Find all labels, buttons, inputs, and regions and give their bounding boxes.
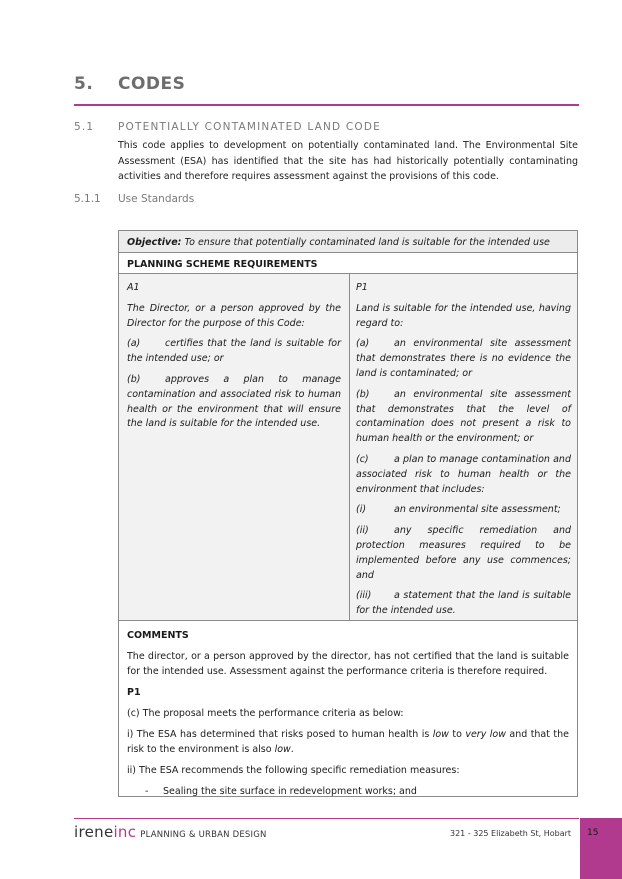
p1-item [356, 388, 571, 447]
a1-item-label: (b) [127, 373, 141, 385]
comments-p1-label: P1 [127, 687, 141, 698]
comments-bullet [127, 784, 569, 799]
comments-i-emph: low [432, 729, 449, 740]
section-heading-title: CODES [118, 74, 186, 94]
p1-item-text: an environmental site assessment that demonstrates there is no evidence the land is contaminated; or [356, 338, 571, 379]
subsection-title: POTENTIALLY CONTAMINATED LAND CODE [118, 121, 381, 133]
comments-cell [118, 620, 578, 797]
use-standards-number: 5.1.1 [74, 193, 101, 205]
brand-logo [74, 823, 267, 841]
use-standards-heading [74, 193, 194, 205]
comments-i-part: . [290, 744, 294, 755]
requirements-header: PLANNING SCHEME REQUIREMENTS [118, 252, 578, 274]
comments-i-part: and that the risk to the environment is also [127, 729, 569, 755]
objective-label: Objective: [127, 237, 182, 248]
comments-header: COMMENTS [127, 630, 189, 641]
intro-paragraph: This code applies to development on potentially contaminated land. The Environmental Site Assessment (ESA) has identified that the site has had historically potentially contaminating activities and therefore requires assessment against the provisions of this code. [118, 140, 578, 182]
p1-item [356, 453, 571, 497]
footer-address: 321 - 325 Elizabeth St, Hobart [450, 829, 572, 838]
footer-divider [74, 818, 579, 819]
a1-item-label: (a) [127, 338, 141, 350]
brand-sub: PLANNING & URBAN DESIGN [140, 830, 267, 840]
brand-main: irene [74, 823, 114, 841]
p1-intro: Land is suitable for the intended use, having regard to: [356, 302, 571, 329]
comments-i-text [127, 727, 569, 757]
section-heading [74, 74, 185, 94]
objective-row [118, 230, 578, 253]
bullet-dash: - [145, 786, 149, 797]
p1-item-label: (ii) [356, 525, 369, 537]
p1-item-text: an environmental site assessment; [394, 504, 561, 516]
comments-i-part: to [448, 729, 466, 740]
a1-item-b [127, 373, 341, 432]
brand-inc: inc [113, 823, 137, 841]
a1-item-a [127, 337, 341, 367]
p1-item-label: (b) [356, 388, 370, 400]
p1-item [356, 589, 571, 619]
comments-c-text: (c) The proposal meets the performance criteria as below: [127, 708, 404, 719]
page-number: 15 [587, 828, 599, 838]
a1-item-text: approves a plan to manage contamination and associated risk to human health or the environment that will ensure the land is suitable for the intended use. [127, 373, 341, 430]
p1-item-label: (iii) [356, 590, 372, 602]
comments-i-part: i) The ESA has determined that risks posed to human health is [127, 729, 433, 740]
comments-i-emph: low [274, 744, 291, 755]
comments-text: The director, or a person approved by the director, has not certified that the land is suitable for the intended use. Assessment against the performance criteria is therefore required. [127, 651, 569, 677]
p1-item-text: a plan to manage contamination and associated risk to human health or the environment that includes: [356, 453, 571, 495]
heading-divider [74, 104, 579, 106]
use-standards-title: Use Standards [118, 193, 195, 205]
p1-item-label: (c) [356, 453, 369, 465]
p1-item-text: an environmental site assessment that demonstrates that the level of contamination does not present a risk to human health or the environment; or [356, 388, 571, 445]
bullet-text: Sealing the site surface in redevelopment works; and [163, 786, 417, 797]
p1-item-text: a statement that the land is suitable for the intended use. [356, 590, 571, 617]
a1-item-text: certifies that the land is suitable for the intended use; or [127, 338, 341, 365]
p1-item [356, 524, 571, 583]
subsection-number: 5.1 [74, 121, 95, 133]
comments-ii-text: ii) The ESA recommends the following specific remediation measures: [127, 765, 460, 776]
a1-intro: The Director, or a person approved by the Director for the purpose of this Code: [127, 302, 341, 329]
objective-text: To ensure that potentially contaminated land is suitable for the intended use [184, 237, 550, 248]
section-heading-number: 5. [74, 74, 94, 94]
subsection-heading [74, 121, 381, 133]
acceptable-solution-cell [118, 273, 350, 621]
a1-title: A1 [127, 282, 140, 293]
p1-item-label: (i) [356, 504, 367, 516]
p1-item-text: any specific remediation and protection measures required to be implemented before any use commences; and [356, 525, 571, 581]
p1-item [356, 503, 571, 518]
performance-criteria-cell [349, 273, 578, 621]
comments-i-emph: very low [465, 729, 506, 740]
p1-item [356, 337, 571, 381]
p1-title: P1 [356, 282, 368, 293]
p1-item-label: (a) [356, 338, 370, 350]
